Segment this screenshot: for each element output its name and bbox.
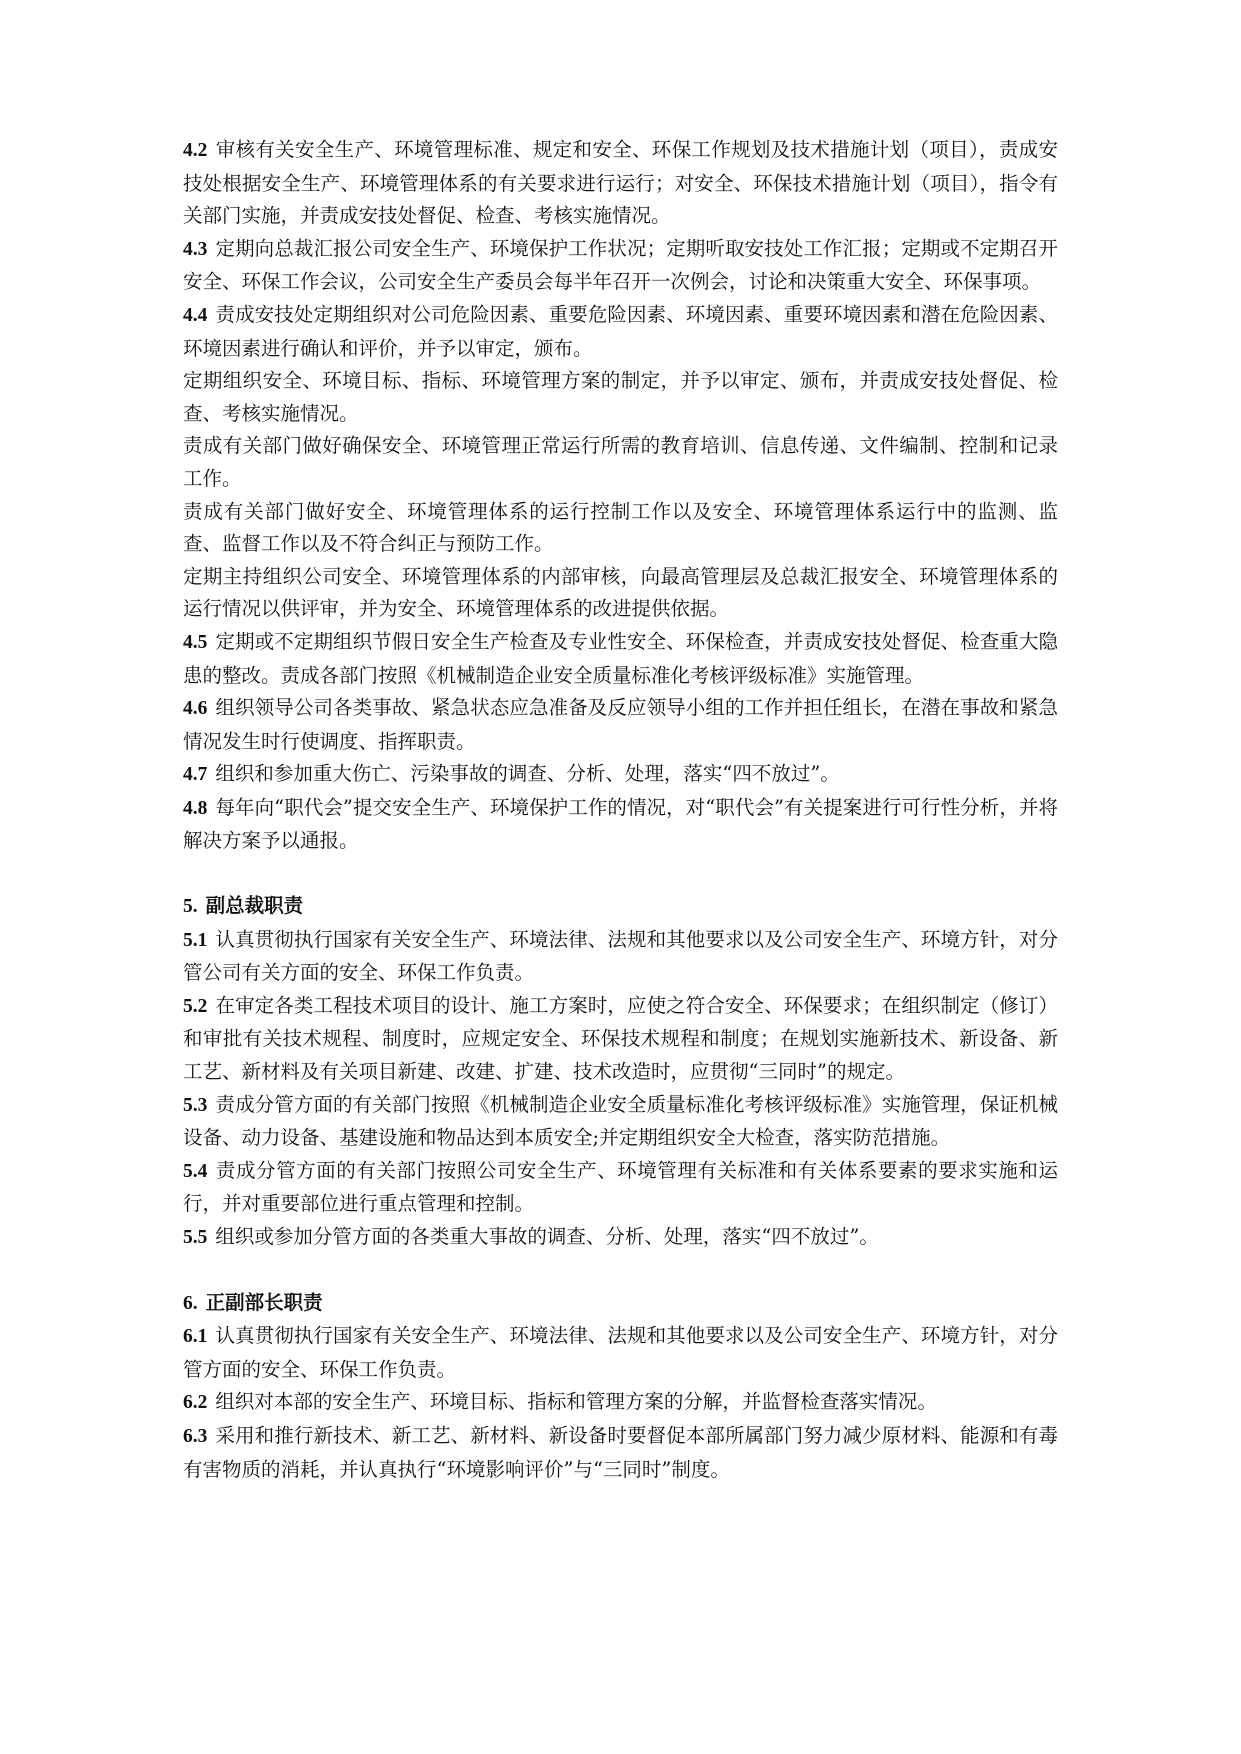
clause-number: 6.1 [183,1326,208,1348]
clause-number: 5.3 [183,1094,208,1116]
clause-4-4-item-2 [183,365,1058,430]
clause-4-3 [183,233,1058,299]
section-spacer [183,858,1058,890]
clause-number: 6.2 [183,1392,208,1414]
clause-4-2 [183,134,1058,233]
clause-text: 采用和推行新技术、新工艺、新材料、新设备时要督促本部所属部门努力减少原材料、能源和有毒有害物质的消耗，并认真执行“环境影响评价”与“三同时”制度。 [183,1423,1058,1481]
clause-text: 在审定各类工程技术项目的设计、施工方案时，应使之符合安全、环保要求；在组织制定（修订）和审批有关技术规程、制度时，应规定安全、环保技术规程和制度；在规划实施新技术、新设备、新工艺、新材料及有关项目新建、改建、扩建、技术改造时，应贯彻“三同时”的规定。 [183,993,1058,1084]
clause-text: 定期主持组织公司安全、环境管理体系的内部审核，向最高管理层及总裁汇报安全、环境管理体系的运行情况以供评审，并为安全、环境管理体系的改进提供依据。 [183,564,1058,621]
section-heading [183,890,1058,924]
clause-number: 4.2 [183,140,208,161]
clause-4-8 [183,792,1058,858]
section-number: 6. [183,1292,198,1314]
clause-number: 5.1 [183,929,208,951]
clause-text: 责成有关部门做好确保安全、环境管理正常运行所需的教育培训、信息传递、文件编制、控制和记录工作。 [183,434,1058,490]
clause-6-3 [183,1420,1058,1486]
clause-4-4-item-5 [183,561,1058,626]
section-heading [183,1287,1058,1321]
clause-5-5 [183,1221,1058,1255]
clause-5-1 [183,924,1058,990]
clause-text: 定期向总裁汇报公司安全生产、环境保护工作状况；定期听取安技处工作汇报；定期或不定期召开安全、环保工作会议，公司安全生产委员会每半年召开一次例会，讨论和决策重大安全、环保事项。 [183,236,1058,294]
clause-text: 责成分管方面的有关部门按照《机械制造企业安全质量标准化考核评级标准》实施管理，保证机械设备、动力设备、基建设施和物品达到本质安全;并定期组织安全大检查，落实防范措施。 [183,1092,1058,1150]
clause-4-6 [183,692,1058,758]
clause-text: 组织和参加重大伤亡、污染事故的调查、分析、处理，落实“四不放过”。 [215,762,840,786]
section-number: 5. [183,896,198,918]
clause-text: 定期组织安全、环境目标、指标、环境管理方案的制定，并予以审定、颁布，并责成安技处督促、检查、考核实施情况。 [183,369,1058,425]
clause-text: 责成安技处定期组织对公司危险因素、重要危险因素、环境因素、重要环境因素和潜在危险因素、环境因素进行确认和评价，并予以审定，颁布。 [183,302,1058,360]
clause-number: 5.2 [183,995,208,1017]
clause-4-7 [183,758,1058,792]
section-spacer [183,1255,1058,1287]
clause-6-2 [183,1386,1058,1420]
clause-number: 4.7 [183,764,208,786]
clause-number: 5.4 [183,1160,208,1182]
clause-text: 组织领导公司各类事故、紧急状态应急准备及反应领导小组的工作并担任组长，在潜在事故和紧急情况发生时行使调度、指挥职责。 [183,696,1058,753]
clause-5-4 [183,1155,1058,1221]
clause-text: 责成分管方面的有关部门按照公司安全生产、环境管理有关标准和有关体系要素的要求实施和运行，并对重要部位进行重点管理和控制。 [183,1158,1058,1216]
section-6 [183,1287,1058,1487]
clause-number: 4.5 [183,631,208,653]
clause-text: 审核有关安全生产、环境管理标准、规定和安全、环保工作规划及技术措施计划（项目），责成安技处根据安全生产、环境管理体系的有关要求进行运行；对安全、环保技术措施计划（项目），指令有关部门实施，并责成安技处督促、检查、考核实施情况。 [183,138,1058,228]
clause-text: 认真贯彻执行国家有关安全生产、环境法律、法规和其他要求以及公司安全生产、环境方针，对分管公司有关方面的安全、环保工作负责。 [183,927,1058,985]
clause-5-2 [183,990,1058,1089]
clause-number: 4.8 [183,797,208,819]
clause-5-3 [183,1089,1058,1155]
clause-text: 组织对本部的安全生产、环境目标、指标和管理方案的分解，并监督检查落实情况。 [215,1390,937,1414]
section-title: 正副部长职责 [205,1290,323,1314]
clause-4-5 [183,626,1058,692]
clause-text: 定期或不定期组织节假日安全生产检查及专业性安全、环保检查，并责成安技处督促、检查重大隐患的整改。责成各部门按照《机械制造企业安全质量标准化考核评级标准》实施管理。 [183,629,1058,687]
clause-number: 5.5 [183,1227,208,1248]
clause-text: 责成有关部门做好安全、环境管理体系的运行控制工作以及安全、环境管理体系运行中的监测、监查、监督工作以及不符合纠正与预防工作。 [183,499,1058,556]
clause-4-4 [183,299,1058,365]
clause-number: 4.3 [183,238,208,260]
clause-number: 4.6 [183,698,208,720]
clause-number: 6.3 [183,1425,208,1447]
section-title: 副总裁职责 [205,894,304,918]
document-page [183,134,1058,1486]
section-5 [183,890,1058,1255]
clause-4-4-item-3 [183,430,1058,495]
clause-text: 认真贯彻执行国家有关安全生产、环境法律、法规和其他要求以及公司安全生产、环境方针，对分管方面的安全、环保工作负责。 [183,1324,1058,1381]
clause-text: 每年向“职代会”提交安全生产、环境保护工作的情况，对“职代会”有关提案进行可行性分析，并将解决方案予以通报。 [183,795,1058,853]
clause-4-4-item-4 [183,496,1058,561]
clause-number: 4.4 [183,304,208,326]
section-4 [183,134,1058,858]
clause-6-1 [183,1320,1058,1386]
clause-text: 组织或参加分管方面的各类重大事故的调查、分析、处理，落实“四不放过”。 [215,1225,879,1248]
